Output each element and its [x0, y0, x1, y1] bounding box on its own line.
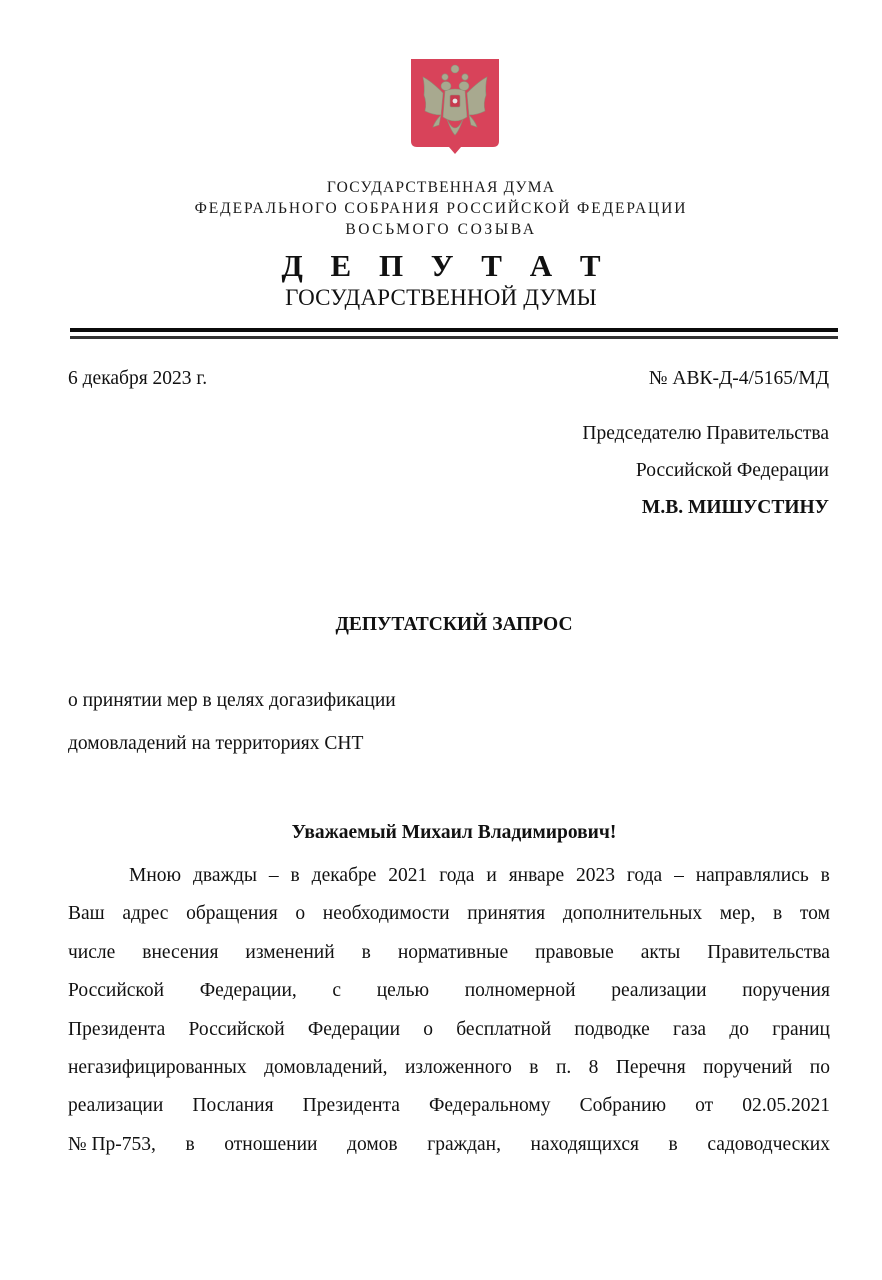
body-word: Собранию: [579, 1095, 667, 1117]
addressee-position: Председателю Правительства: [582, 423, 829, 444]
body-word: Российской: [68, 980, 165, 1002]
body-word: дополнительных: [562, 903, 703, 925]
body-word: садоводческих: [707, 1133, 830, 1155]
body-word: полномерной: [464, 980, 576, 1002]
body-word: от: [695, 1095, 714, 1117]
body-word: поручений: [703, 1056, 793, 1078]
header-divider-thick: [70, 328, 838, 332]
body-text: [68, 863, 830, 1170]
body-word: направлялись: [695, 865, 809, 886]
body-word: том: [799, 903, 830, 925]
body-word: граждан,: [427, 1133, 501, 1155]
body-word: и: [486, 865, 497, 886]
body-word: нормативные: [397, 941, 509, 963]
body-word: обращения: [186, 903, 278, 925]
body-word: Послания: [192, 1095, 274, 1117]
addressee-name: М.В. МИШУСТИНУ: [641, 497, 829, 518]
body-word: адрес: [122, 903, 169, 925]
body-word: реализации: [611, 980, 707, 1002]
body-word: года: [626, 865, 663, 886]
body-word: в: [290, 865, 300, 886]
body-word: Российской: [188, 1018, 285, 1040]
body-word: январе: [508, 865, 565, 886]
header-convocation: ВОСЬМОГО СОЗЫВА: [345, 221, 537, 238]
body-word: газа: [673, 1018, 707, 1040]
body-word: Федеральному: [429, 1095, 551, 1117]
body-word: внесения: [142, 941, 219, 963]
body-word: находящихся: [530, 1133, 639, 1155]
body-word: о: [423, 1018, 433, 1040]
body-word: в: [529, 1056, 539, 1078]
body-word: в: [185, 1133, 195, 1155]
body-word: числе: [68, 941, 116, 963]
header-divider-thin: [70, 336, 838, 339]
subject-line-1: о принятии мер в целях догазификации: [68, 690, 396, 711]
header-duma: ГОСУДАРСТВЕННАЯ ДУМА: [326, 179, 556, 196]
body-word: 02.05.2021: [742, 1095, 830, 1117]
header-deputat: Д Е П У Т А Т: [281, 248, 611, 283]
coat-of-arms-emblem: [409, 57, 501, 155]
body-word: целью: [376, 980, 430, 1002]
body-word: акты: [640, 941, 681, 963]
body-word: поручения: [742, 980, 830, 1002]
body-word: Президента: [302, 1095, 400, 1117]
body-word: Федерации,: [199, 980, 297, 1002]
body-word: дважды: [192, 865, 258, 886]
body-word: по: [809, 1056, 830, 1078]
body-word: в: [668, 1133, 678, 1155]
body-word: Правительства: [707, 941, 830, 963]
addressee-country: Российской Федерации: [635, 460, 829, 481]
body-line: [68, 863, 830, 901]
body-word: Федерации: [307, 1018, 400, 1040]
body-word: Ваш: [68, 903, 105, 925]
emblem-icon: [409, 57, 501, 155]
body-word: правовые: [535, 941, 614, 963]
body-word: реализации: [68, 1095, 164, 1117]
body-line: [68, 940, 830, 978]
body-word: в: [820, 865, 830, 886]
body-word: –: [674, 865, 684, 886]
body-word: Перечня: [615, 1056, 686, 1078]
body-word: принятия: [467, 903, 546, 925]
body-word: Президента: [68, 1018, 166, 1040]
body-word: бесплатной: [456, 1018, 552, 1040]
body-word: до: [729, 1018, 749, 1040]
body-word: о: [295, 903, 306, 925]
body-line: [68, 1055, 830, 1093]
body-word: п.: [555, 1056, 572, 1078]
body-word: 8: [588, 1056, 599, 1078]
body-word: года: [439, 865, 475, 886]
body-word: в: [773, 903, 783, 925]
body-word: негазифицированных: [68, 1056, 247, 1078]
body-word: домовладений,: [264, 1056, 388, 1078]
body-word: Мною: [129, 865, 182, 886]
document-date: 6 декабря 2023 г.: [68, 368, 208, 389]
body-word: № Пр-753,: [68, 1133, 156, 1155]
subject-line-2: домовладений на территориях СНТ: [68, 733, 364, 754]
body-line: [68, 1093, 830, 1131]
body-word: подводке: [574, 1018, 650, 1040]
document-number: № АВК-Д-4/5165/МД: [648, 368, 829, 389]
header-federal-assembly: ФЕДЕРАЛЬНОГО СОБРАНИЯ РОССИЙСКОЙ ФЕДЕРАЦИИ: [194, 200, 688, 217]
document-title: ДЕПУТАТСКИЙ ЗАПРОС: [335, 614, 573, 635]
body-word: изложенного: [404, 1056, 512, 1078]
body-word: с: [332, 980, 342, 1002]
body-line: [68, 1132, 830, 1170]
body-word: в: [361, 941, 371, 963]
body-word: границ: [772, 1018, 830, 1040]
body-word: –: [268, 865, 279, 886]
body-word: 2023: [576, 865, 615, 886]
body-word: изменений: [245, 941, 335, 963]
greeting: Уважаемый Михаил Владимирович!: [291, 822, 617, 843]
body-line: [68, 1017, 830, 1055]
header-gosduma: ГОСУДАРСТВЕННОЙ ДУМЫ: [285, 285, 597, 310]
body-word: необходимости: [322, 903, 450, 925]
body-word: отношении: [224, 1133, 318, 1155]
body-word: декабре: [311, 865, 377, 886]
body-word: 2021: [388, 865, 428, 886]
body-word: мер,: [719, 903, 756, 925]
body-word: домов: [347, 1133, 398, 1155]
body-line: [68, 901, 830, 939]
body-line: [68, 978, 830, 1016]
